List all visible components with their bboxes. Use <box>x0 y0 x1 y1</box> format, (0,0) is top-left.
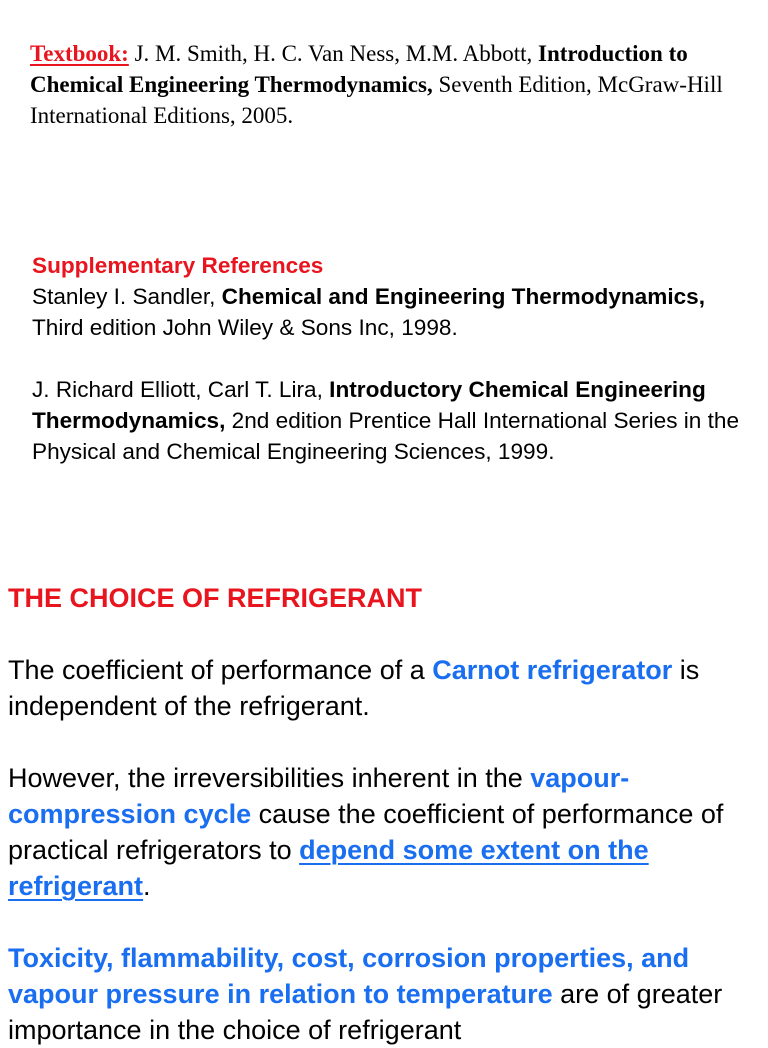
reference-title: Chemical and Engineering Thermodynamics, <box>221 284 706 309</box>
textbook-title: Introduction to Chemical Engineering Thermodynamics, <box>30 41 688 97</box>
supplementary-references <box>32 250 757 467</box>
paragraph-text: However, the irreversibilities inherent in the <box>8 763 531 793</box>
paragraph-properties <box>8 940 760 1048</box>
refrigerant-section <box>8 580 760 1048</box>
reference-authors: Stanley I. Sandler, <box>32 284 222 309</box>
reference-item <box>32 374 757 467</box>
textbook-citation <box>30 38 750 131</box>
textbook-label: Textbook: <box>30 41 129 66</box>
paragraph-text: . <box>143 871 151 901</box>
reference-item <box>32 281 757 343</box>
reference-details: 2nd edition Prentice Hall International Series in the Physical and Chemical Engineering Sciences, 1999. <box>32 408 740 464</box>
supplementary-heading: Supplementary References <box>32 253 324 278</box>
highlight-carnot-refrigerator: Carnot refrigerator <box>432 655 673 685</box>
paragraph-text: The coefficient of performance of a <box>8 655 433 685</box>
highlight-depend-on-refrigerant: depend some extent on the refrigerant <box>8 835 649 901</box>
reference-authors: J. Richard Elliott, Carl T. Lira, <box>32 377 330 402</box>
paragraph-text: are of greater importance in the choice of refrigerant <box>8 979 723 1045</box>
textbook-details: Seventh Edition, McGraw-Hill International Editions, 2005. <box>30 72 723 128</box>
reference-details: Third edition John Wiley & Sons Inc, 1998. <box>32 315 458 340</box>
paragraph-text: is independent of the refrigerant. <box>8 655 700 721</box>
paragraph-text: cause the coefficient of performance of practical refrigerators to <box>8 799 724 865</box>
reference-title: Introductory Chemical Engineering Thermodynamics, <box>32 377 706 433</box>
textbook-authors: J. M. Smith, H. C. Van Ness, M.M. Abbott, <box>128 41 539 66</box>
highlight-properties: Toxicity, flammability, cost, corrosion properties, and vapour pressure in relation to temperature <box>8 943 690 1009</box>
paragraph-irreversibilities <box>8 760 760 904</box>
highlight-vapour-compression-cycle: vapour-compression cycle <box>8 763 630 829</box>
paragraph-carnot <box>8 652 760 724</box>
section-title: THE CHOICE OF REFRIGERANT <box>8 583 423 613</box>
